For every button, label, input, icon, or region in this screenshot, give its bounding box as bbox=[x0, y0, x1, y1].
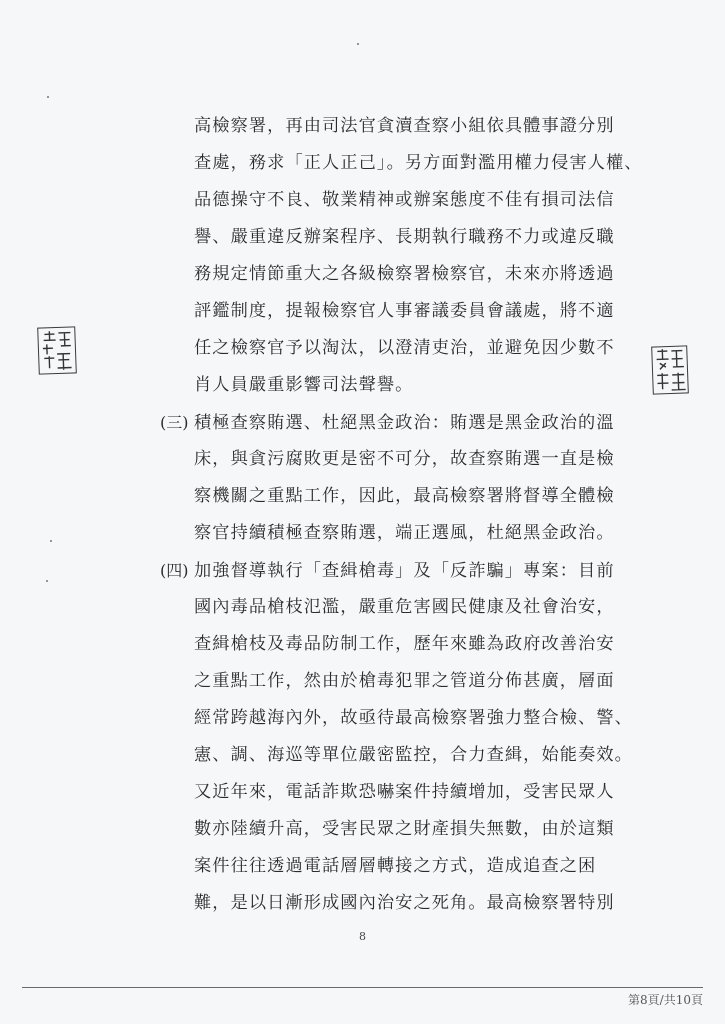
line-text: 積極查察賄選、杜絕黑金政治：賄選是黑金政治的溫 bbox=[194, 413, 615, 433]
text-line bbox=[160, 515, 640, 552]
text-line bbox=[160, 737, 640, 774]
line-text: 之重點工作，然由於槍毒犯罪之管道分佈甚廣，層面 bbox=[194, 671, 615, 691]
text-line bbox=[160, 219, 640, 256]
footer-page-count: 第8頁/共10頁 bbox=[628, 993, 703, 1007]
line-text: 務規定情節重大之各級檢察署檢察官，未來亦將透過 bbox=[194, 264, 615, 284]
text-line bbox=[160, 552, 640, 589]
section-marker: (三) bbox=[160, 413, 189, 432]
line-text: 評鑑制度，提報檢察官人事審議委員會議處，將不適 bbox=[194, 301, 615, 321]
line-text: 經常跨越海內外，故亟待最高檢察署強力整合檢、警、 bbox=[194, 708, 633, 728]
footer-divider bbox=[22, 987, 703, 988]
text-line bbox=[160, 293, 640, 330]
line-text: 床，與貪污腐敗更是密不可分，故查察賄選一直是檢 bbox=[194, 449, 615, 469]
document-body bbox=[160, 108, 643, 922]
line-text: 查處，務求「正人正己」。另方面對濫用權力侵害人權、 bbox=[194, 153, 643, 173]
text-line bbox=[160, 108, 640, 145]
text-line bbox=[160, 663, 640, 700]
seal-stamp-right-mark bbox=[652, 346, 688, 393]
line-text: 任之檢察官予以淘汰，以澄清吏治，並避免因少數不 bbox=[194, 338, 615, 358]
text-line bbox=[160, 774, 640, 811]
line-text: 又近年來，電話詐欺恐嚇案件持續增加，受害民眾人 bbox=[194, 782, 615, 802]
line-text: 國內毒品槍枝氾濫，嚴重危害國民健康及社會治安， bbox=[194, 597, 615, 617]
text-line bbox=[160, 885, 640, 922]
page-number: 8 bbox=[359, 930, 366, 943]
line-text: 品德操守不良、敬業精神或辦案態度不佳有損司法信 bbox=[194, 190, 615, 210]
scan-speck bbox=[47, 96, 49, 98]
text-line bbox=[160, 145, 643, 182]
line-text: 肖人員嚴重影響司法聲譽。 bbox=[194, 375, 414, 395]
scan-speck bbox=[357, 43, 359, 45]
seal-stamp-left bbox=[37, 326, 77, 374]
text-line bbox=[160, 441, 640, 478]
line-text: 憲、調、海巡等單位嚴密監控，合力查緝，始能奏效。 bbox=[194, 745, 633, 765]
line-text: 高檢察署，再由司法官貪瀆查察小組依具體事證分別 bbox=[194, 116, 615, 136]
text-line bbox=[160, 182, 640, 219]
line-text: 察機關之重點工作，因此，最高檢察署將督導全體檢 bbox=[194, 486, 615, 506]
text-line bbox=[160, 700, 640, 737]
text-line bbox=[160, 256, 640, 293]
seal-stamp-left-mark bbox=[38, 327, 76, 373]
scan-speck bbox=[50, 540, 52, 542]
section-marker: (四) bbox=[160, 561, 189, 580]
text-line bbox=[160, 330, 640, 367]
line-text: 察官持續積極查察賄選，端正選風，杜絕黑金政治。 bbox=[194, 523, 615, 543]
text-line bbox=[160, 848, 640, 885]
line-text: 加強督導執行「查緝槍毒」及「反詐騙」專案：目前 bbox=[194, 561, 615, 581]
text-line bbox=[160, 626, 640, 663]
scan-speck bbox=[46, 580, 48, 582]
text-line bbox=[160, 404, 640, 441]
line-text: 查緝槍枝及毒品防制工作，歷年來雖為政府改善治安 bbox=[194, 634, 615, 654]
line-text: 數亦陸續升高，受害民眾之財產損失無數，由於這類 bbox=[194, 819, 615, 839]
text-line bbox=[160, 589, 640, 626]
text-line bbox=[160, 811, 640, 848]
line-text: 案件往往透過電話層層轉接之方式，造成追查之困 bbox=[194, 856, 597, 876]
text-line bbox=[160, 367, 640, 404]
text-line bbox=[160, 478, 640, 515]
line-text: 譽、嚴重違反辦案程序、長期執行職務不力或違反職 bbox=[194, 227, 615, 247]
line-text: 難，是以日漸形成國內治安之死角。最高檢察署特別 bbox=[194, 893, 615, 913]
seal-stamp-right bbox=[651, 345, 689, 394]
